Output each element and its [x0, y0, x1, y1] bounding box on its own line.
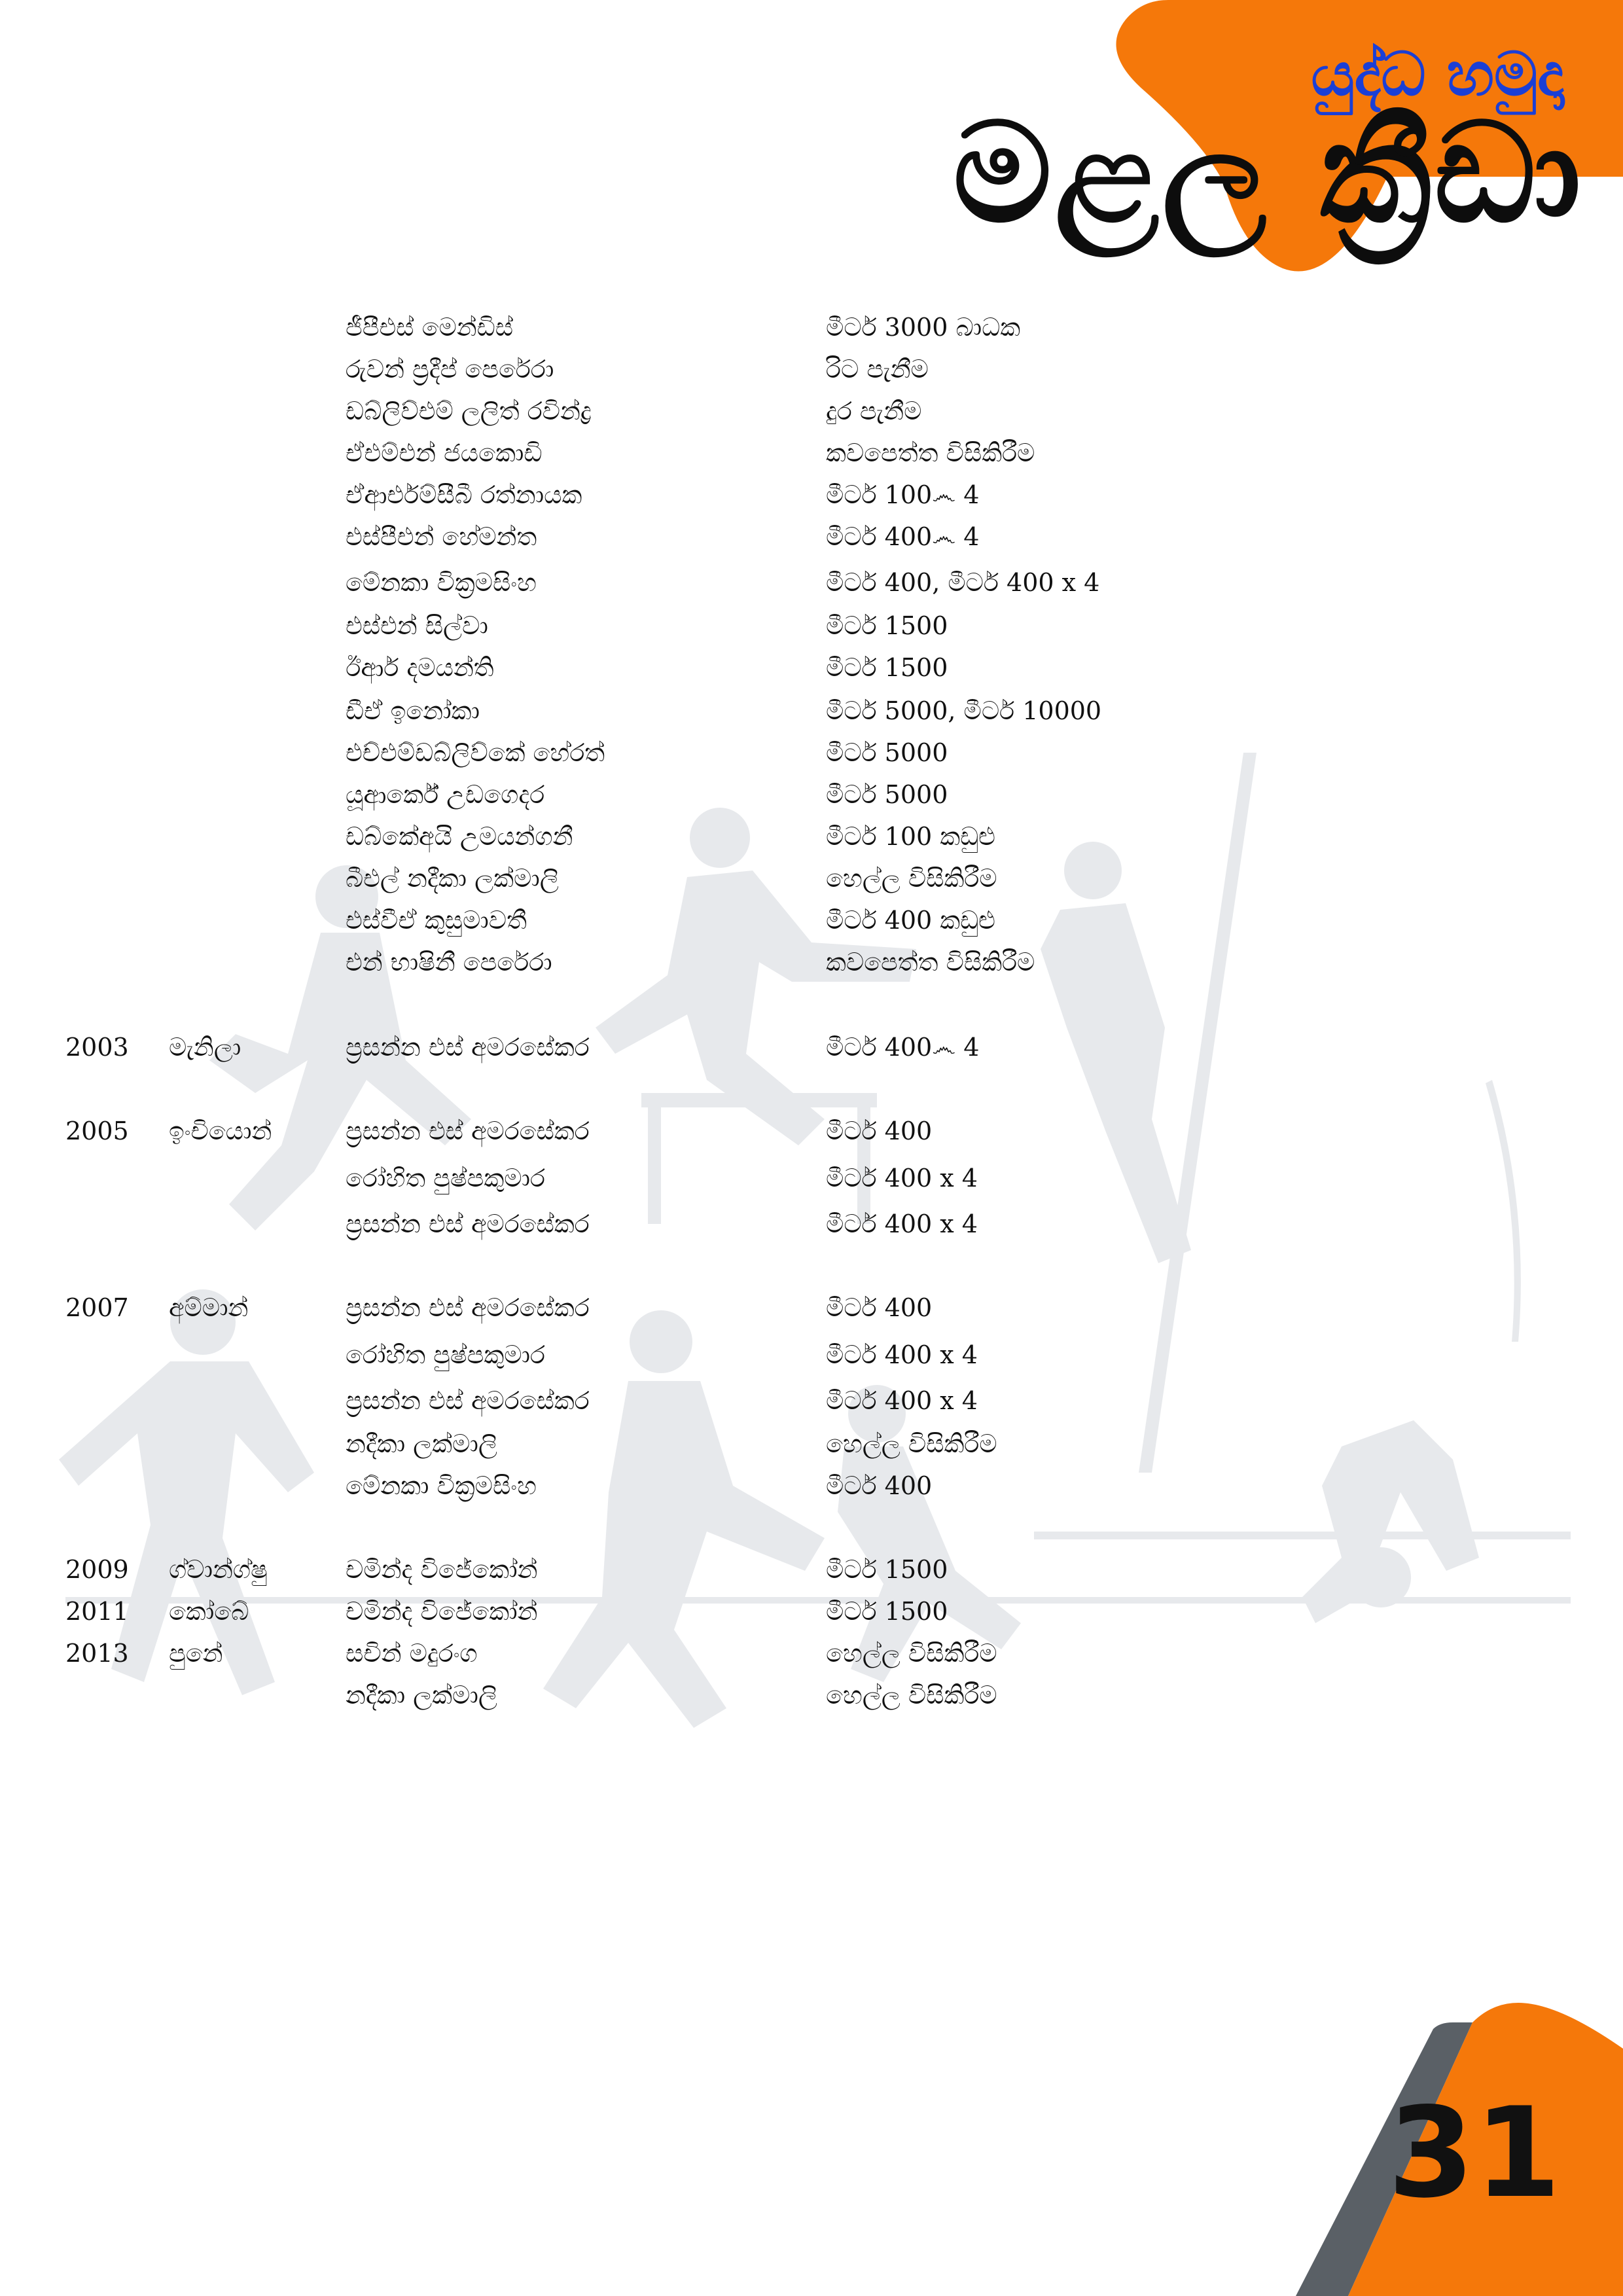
result-event: මීටර් 400 කඩුළු — [826, 906, 996, 935]
result-event: මීටර් 400 x 4 — [826, 1386, 978, 1415]
result-city: ඉංචියොන් — [169, 1117, 272, 1145]
result-athlete: රුවන් ප්‍රදීප් පෙරේරා — [346, 355, 554, 384]
result-event: මීටර් 400 — [826, 1117, 933, 1145]
result-athlete: එස්පීඑන් හේමන්ත — [346, 522, 537, 551]
result-athlete: ඩීඒ ඉනෝකා — [346, 696, 480, 725]
page-number: 31 — [1387, 2081, 1561, 2225]
result-row — [0, 1550, 1623, 1589]
result-event: මීටර් 400 x 4 — [826, 1210, 978, 1238]
result-athlete: ප්‍රසන්න එස් අමරසේකර — [346, 1117, 590, 1145]
result-year: 2011 — [65, 1597, 129, 1626]
result-athlete: සචින් මදුරංග — [346, 1639, 478, 1668]
result-event: මීටර් 400 — [826, 1293, 933, 1322]
result-athlete: බීඑල් නදීකා ලක්මාලි — [346, 864, 559, 893]
result-row — [0, 1634, 1623, 1673]
result-row — [0, 563, 1623, 602]
result-event: හෙල්ල විසිකිරීම — [826, 864, 997, 893]
result-city: පුනේ — [169, 1639, 223, 1668]
result-event: මීටර් 400 x 4 — [826, 1164, 978, 1193]
result-city: අම්මාන් — [169, 1293, 249, 1322]
result-event: කවපෙත්ත විසිකිරීම — [826, 439, 1035, 467]
header-title: මළල ක්‍රීඩා — [953, 93, 1584, 253]
result-year: 2009 — [65, 1555, 129, 1584]
result-event: මීටර් 1500 — [826, 611, 948, 640]
header-subtitle: යුද්ධ හමුදා — [1311, 39, 1564, 109]
result-athlete: ජීපීඑස් මෙන්ඩිස් — [346, 313, 514, 342]
result-year: 2013 — [65, 1639, 129, 1668]
result-year: 2005 — [65, 1117, 129, 1145]
result-row — [0, 817, 1623, 856]
result-row — [0, 859, 1623, 898]
result-athlete: එස්වීඒ කුසුමාවතී — [346, 906, 527, 935]
result-event: හෙල්ල විසිකිරීම — [826, 1429, 997, 1458]
result-event: රිට පැනීම — [826, 355, 929, 384]
result-row — [0, 648, 1623, 687]
result-athlete: මේනකා වික්‍රමසිංහ — [346, 568, 537, 597]
result-year: 2003 — [65, 1033, 129, 1062]
result-event: හෙල්ල විසිකිරීම — [826, 1681, 997, 1710]
result-year: 2007 — [65, 1293, 129, 1322]
result-event: මීටර් 5000 — [826, 780, 948, 809]
result-row — [0, 1424, 1623, 1463]
result-event: මීටර් 5000, මීටර් 10000 — [826, 696, 1102, 725]
result-athlete: ප්‍රසන්න එස් අමරසේකර — [346, 1293, 590, 1322]
result-event: මීටර් 1500 — [826, 653, 948, 682]
result-row — [0, 733, 1623, 772]
result-event: මීටර් 400 — [826, 1471, 933, 1500]
result-athlete: ප්‍රසන්න එස් අමරසේකර — [346, 1386, 590, 1415]
result-row — [0, 775, 1623, 814]
result-event: කවපෙත්ත විසිකිරීම — [826, 948, 1035, 977]
result-row — [0, 1592, 1623, 1631]
result-athlete: ඊආර් දමයන්ති — [346, 653, 494, 682]
result-row — [0, 391, 1623, 431]
result-event: මීටර් 3000 බාධක — [826, 313, 1021, 342]
result-row — [0, 1111, 1623, 1151]
result-athlete: ඩබ්ලිව්එම් ලලිත් රවින්ද්‍ර — [346, 397, 592, 425]
result-row — [0, 308, 1623, 347]
result-city: ග්වාන්ග්ෂු — [169, 1555, 268, 1584]
result-athlete: රෝහිත පුෂ්පකුමාර — [346, 1340, 545, 1369]
result-row — [0, 691, 1623, 730]
result-city: මැනිලා — [169, 1033, 241, 1062]
result-athlete: නදීකා ලක්මාලි — [346, 1429, 497, 1458]
result-row — [0, 606, 1623, 645]
result-athlete: මේනකා වික්‍රමසිංහ — [346, 1471, 537, 1500]
result-event: දුර පැනීම — [826, 397, 922, 425]
result-event: මීටර් 1500 — [826, 1597, 948, 1626]
result-athlete: චමින්ද විජේකෝන් — [346, 1597, 538, 1626]
result-row — [0, 1335, 1623, 1374]
result-event: හෙල්ල විසිකිරීම — [826, 1639, 997, 1668]
result-athlete: ඒආර්එම්සීබී රත්නායක — [346, 480, 582, 509]
result-row — [0, 942, 1623, 982]
result-athlete: රෝහිත පුෂ්පකුමාර — [346, 1164, 545, 1193]
result-row — [0, 1381, 1623, 1420]
result-row — [0, 517, 1623, 556]
result-row — [0, 1288, 1623, 1327]
result-athlete: ඩබ්කේඅයි උමයන්ගනී — [346, 822, 573, 851]
result-row — [0, 1204, 1623, 1244]
result-athlete: ඒඑම්එන් ජයකොඩි — [346, 439, 543, 467]
result-row — [0, 1158, 1623, 1198]
result-event: මීටර් 1500 — [826, 1555, 948, 1584]
result-athlete: නදීකා ලක්මාලි — [346, 1681, 497, 1710]
result-event: මීටර් 400 x 4 — [826, 1340, 978, 1369]
result-event: මීටර් 400෴ 4 — [826, 522, 980, 551]
result-event: මීටර් 400, මීටර් 400 x 4 — [826, 568, 1100, 597]
result-athlete: එන් භාෂිනී පෙරේරා — [346, 948, 552, 977]
result-athlete: එච්එම්ඩබ්ලිව්කේ හේරත් — [346, 738, 605, 767]
result-row — [0, 1028, 1623, 1067]
result-event: මීටර් 400෴ 4 — [826, 1033, 980, 1062]
result-event: මීටර් 100 කඩුළු — [826, 822, 996, 851]
result-city: කෝබේ — [169, 1597, 249, 1626]
result-athlete: ප්‍රසන්න එස් අමරසේකර — [346, 1033, 590, 1062]
result-row — [0, 1676, 1623, 1715]
result-athlete: යූආර්කේ උඩගෙදර — [346, 780, 545, 809]
result-row — [0, 901, 1623, 940]
result-row — [0, 433, 1623, 473]
result-row — [0, 1466, 1623, 1505]
result-event: මීටර් 5000 — [826, 738, 948, 767]
result-athlete: ප්‍රසන්න එස් අමරසේකර — [346, 1210, 590, 1238]
result-event: මීටර් 100෴ 4 — [826, 480, 980, 509]
result-row — [0, 475, 1623, 514]
result-athlete: එස්එන් සිල්වා — [346, 611, 488, 640]
result-athlete: චමින්ද විජේකෝන් — [346, 1555, 538, 1584]
result-row — [0, 350, 1623, 389]
